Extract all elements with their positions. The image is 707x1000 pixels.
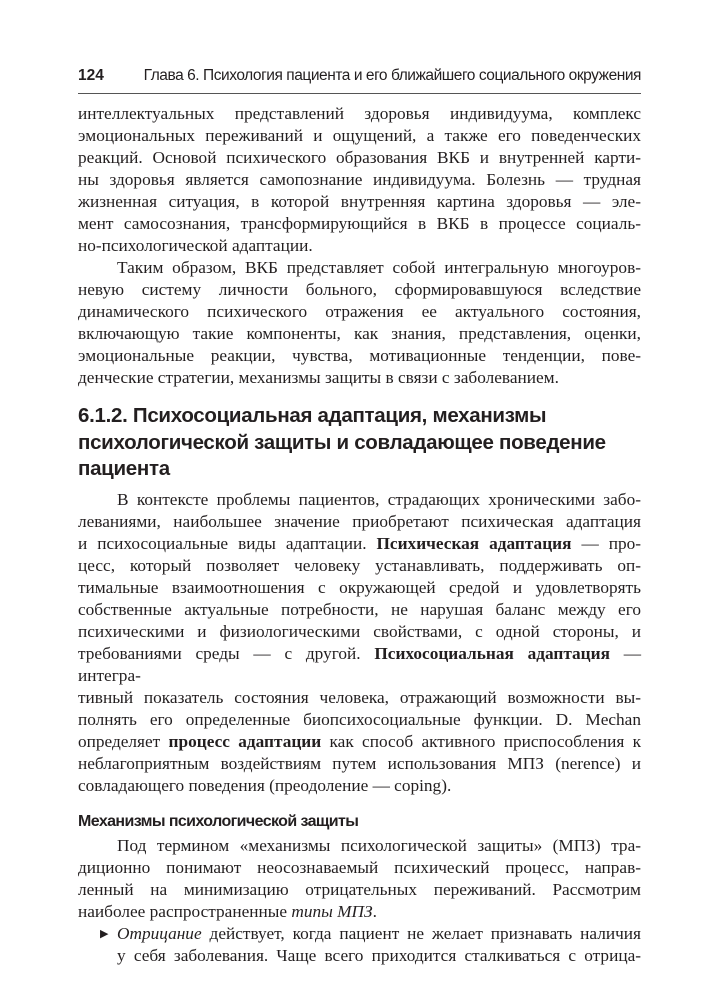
section-heading-line: психологической защиты и совладающее поведение <box>78 430 606 454</box>
text-line <box>78 279 641 301</box>
text-run: диционно понимают неосознаваемый психический процесс, направ- <box>78 857 641 877</box>
text-run: денческие стратегии, механизмы защиты в связи с заболеванием. <box>78 368 559 387</box>
text-run: тимальные взаимоотношения с окружающей средой и удовлетворять <box>78 577 641 597</box>
text-run: неблагоприятным воздействиям путем использования МПЗ (nerence) и <box>78 753 641 773</box>
text-run: психическими и физиологическими свойствами, с одной стороны, и <box>78 621 641 641</box>
text-run: — про- <box>571 533 641 553</box>
paragraph <box>78 103 641 257</box>
text-run: жизненная ситуация, в которой внутренняя картина здоровья — эле- <box>78 192 641 211</box>
text-run: — интегра- <box>78 643 641 685</box>
text-run: у себя заболевания. Чаще всего приходится сталкиваться с отрица- <box>117 945 641 965</box>
text-line <box>78 775 641 797</box>
subheading: Механизмы психологической защиты <box>78 812 359 830</box>
text-run: включающую такие компоненты, как знания, представления, оценки, <box>78 324 641 343</box>
text-line <box>78 835 641 857</box>
text-line <box>78 169 641 191</box>
text-run: наиболее распространенные <box>78 901 292 921</box>
text-line <box>78 643 641 687</box>
page-number: 124 <box>78 67 104 84</box>
text-line <box>78 257 641 279</box>
text-run: цесс, который позволяет человеку устанавливать, поддерживать оп- <box>78 555 641 575</box>
text-run: совладающего поведения (преодоление — coping). <box>78 775 452 795</box>
chapter-title: Глава 6. Психология пациента и его ближайшего социального окружения <box>143 67 641 84</box>
text-line <box>78 901 641 923</box>
bold-term: Психосоциальная адаптация <box>374 643 610 663</box>
text-line <box>78 301 641 323</box>
text-run: интеллектуальных представлений здоровья индивидуума, комплекс <box>78 104 641 123</box>
text-run: собственные актуальные потребности, не нарушая баланс между его <box>78 599 641 619</box>
text-run: действует, когда пациент не желает признавать наличия <box>201 923 641 943</box>
italic-term: типы МПЗ <box>291 901 373 921</box>
text-line <box>78 621 641 643</box>
text-run: Таким образом, ВКБ представляет собой интегральную многоуров- <box>117 258 641 277</box>
text-line <box>78 599 641 621</box>
running-header <box>78 66 641 94</box>
text-line <box>78 879 641 901</box>
text-line <box>78 577 641 599</box>
text-line <box>78 367 641 389</box>
italic-term: Отрицание <box>117 923 202 943</box>
text-line <box>78 709 641 731</box>
text-run: Под термином «механизмы психологической защиты» (МПЗ) тра- <box>117 835 641 855</box>
text-line <box>78 555 641 577</box>
text-line <box>78 345 641 367</box>
text-run: В контексте проблемы пациентов, страдающих хроническими забо- <box>117 489 641 509</box>
paragraph <box>78 257 641 389</box>
text-line <box>78 511 641 533</box>
text-run: динамического психического отражения ее актуального состояния, <box>78 302 641 321</box>
text-line <box>78 103 641 125</box>
section-heading-line: пациента <box>78 457 170 480</box>
text-line <box>78 533 641 555</box>
bullet-triangle-icon: ▶ <box>100 927 109 940</box>
text-line <box>117 923 641 945</box>
text-run: . <box>372 901 377 921</box>
text-line <box>78 857 641 879</box>
text-line <box>78 687 641 709</box>
text-line <box>78 191 641 213</box>
text-run: как способ активного приспособления к <box>321 731 641 751</box>
text-line <box>78 323 641 345</box>
section-heading-line: 6.1.2. Психосоциальная адаптация, механизмы <box>78 404 547 427</box>
text-run: и психосоциальные виды адаптации. <box>78 533 377 553</box>
text-line <box>78 213 641 235</box>
text-run: но-психологической адаптации. <box>78 236 313 255</box>
text-run: мент самосознания, трансформирующийся в ВКБ в процессе социаль- <box>78 214 641 233</box>
text-run: невую систему личности больного, сформировавшуюся вследствие <box>78 280 641 299</box>
text-run: ны здоровья является самопознание индивидуума. Болезнь — трудная <box>78 170 641 189</box>
bold-term: Психическая адаптация <box>376 533 572 553</box>
text-run: леваниями, наибольшее значение приобретают психическая адаптация <box>78 511 641 531</box>
text-line <box>78 489 641 511</box>
bold-term: процесс адаптации <box>168 731 322 751</box>
text-line <box>117 945 641 967</box>
text-line <box>78 147 641 169</box>
text-line <box>78 235 641 257</box>
section-heading <box>78 403 641 483</box>
paragraph <box>78 835 641 923</box>
text-line <box>78 731 641 753</box>
text-line <box>78 125 641 147</box>
page-column <box>78 0 641 967</box>
text-run: ленный на минимизацию отрицательных переживаний. Рассмотрим <box>78 879 641 899</box>
text-run: эмоциональных переживаний и ощущений, а также его поведенческих <box>78 126 641 145</box>
text-run: тивный показатель состояния человека, отражающий возможности вы- <box>78 687 641 707</box>
text-run: требованиями среды — с другой. <box>78 643 375 663</box>
paragraph <box>78 489 641 797</box>
text-run: определяет <box>78 731 169 751</box>
text-run: эмоциональные реакции, чувства, мотивационные тенденции, пове- <box>78 346 641 365</box>
text-run: полнять его определенные биопсихосоциальные функции. D. Mechan <box>78 709 641 729</box>
text-run: реакций. Основой психического образования ВКБ и внутренней карти- <box>78 148 641 167</box>
text-line <box>78 753 641 775</box>
bullet-item <box>78 923 641 967</box>
